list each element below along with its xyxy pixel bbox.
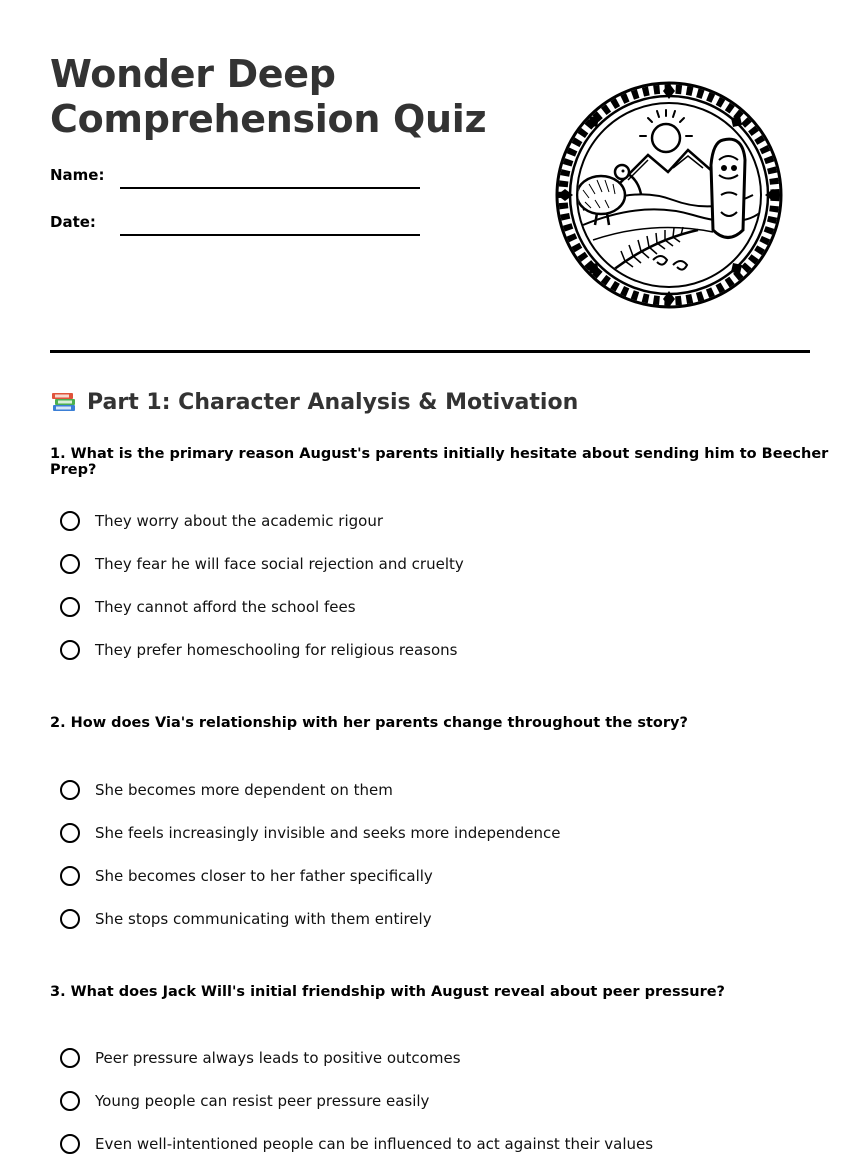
option-label: Peer pressure always leads to positive outcomes [95,1049,461,1067]
radio-button[interactable] [60,597,80,617]
q3-option-c[interactable] [60,1134,653,1154]
radio-button[interactable] [60,1134,80,1154]
option-label: They worry about the academic rigour [95,512,384,530]
radio-button[interactable] [60,640,80,660]
option-label: Young people can resist peer pressure easily [95,1092,430,1110]
section-title-text: Part 1: Character Analysis & Motivation [87,389,579,415]
q2-option-d[interactable] [60,909,432,929]
option-label: She becomes more dependent on them [95,781,393,799]
radio-button[interactable] [60,823,80,843]
q2-option-a[interactable] [60,780,393,800]
date-label: Date: [50,213,96,231]
q1-option-c[interactable] [60,597,356,617]
q1-option-d[interactable] [60,640,457,660]
header-divider [50,350,810,353]
kiwi-fern-mountain-emblem-icon [553,80,785,310]
radio-button[interactable] [60,866,80,886]
date-field-line[interactable] [120,234,420,236]
option-label: She becomes closer to her father specifically [95,867,433,885]
radio-button[interactable] [60,1091,80,1111]
radio-button[interactable] [60,780,80,800]
q3-option-a[interactable] [60,1048,461,1068]
option-label: They cannot afford the school fees [95,598,356,616]
option-label: She feels increasingly invisible and seeks more independence [95,824,561,842]
q2-option-c[interactable] [60,866,433,886]
books-icon [50,388,78,416]
radio-button[interactable] [60,909,80,929]
option-label: Even well-intentioned people can be influenced to act against their values [95,1135,654,1153]
option-label: They prefer homeschooling for religious reasons [95,641,458,659]
section-title [50,388,578,416]
option-label: They fear he will face social rejection and cruelty [95,555,464,573]
page-title [50,52,486,142]
question-2: 2. How does Via's relationship with her parents change throughout the story? [50,715,688,731]
radio-button[interactable] [60,511,80,531]
radio-button[interactable] [60,1048,80,1068]
question-1: 1. What is the primary reason August's parents initially hesitate about sending him to Beecher Prep? [50,446,829,478]
q2-option-b[interactable] [60,823,560,843]
title-line-1: Wonder Deep [50,52,336,96]
q3-option-b[interactable] [60,1091,429,1111]
option-label: She stops communicating with them entirely [95,910,432,928]
name-label: Name: [50,166,105,184]
radio-button[interactable] [60,554,80,574]
question-3: 3. What does Jack Will's initial friendship with August reveal about peer pressure? [50,984,725,1000]
q1-option-a[interactable] [60,511,383,531]
q1-option-b[interactable] [60,554,464,574]
name-field-line[interactable] [120,187,420,189]
title-line-2: Comprehension Quiz [50,97,487,141]
